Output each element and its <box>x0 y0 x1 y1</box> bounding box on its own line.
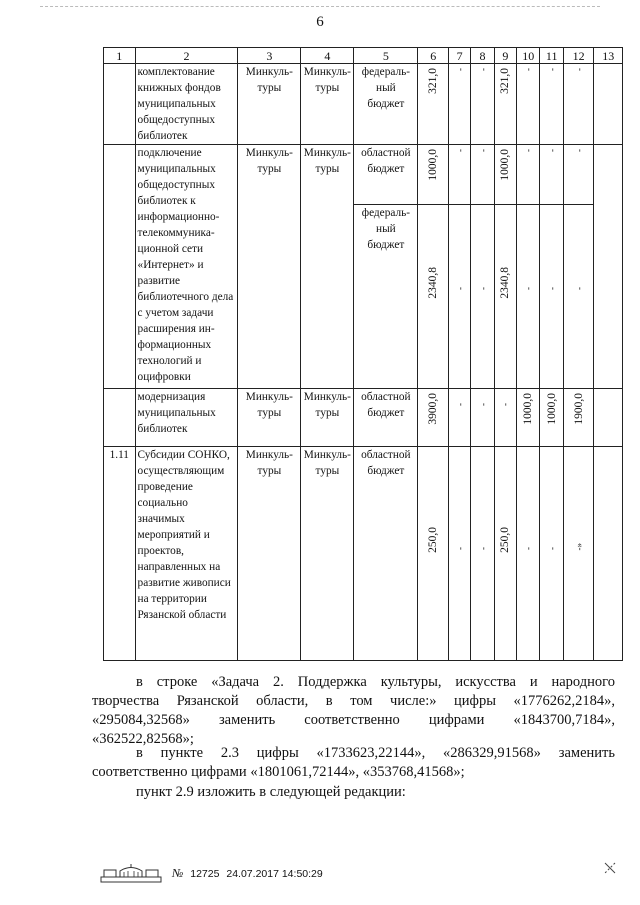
amount-cell <box>471 447 494 661</box>
table-row <box>104 64 623 145</box>
amount-cell <box>494 447 516 661</box>
amount-value: - <box>500 403 511 406</box>
text-line: в строке «Задача 2. Поддержка культуры, искусства и народного <box>136 674 615 690</box>
header-cell: 11 <box>540 48 563 64</box>
header-cell: 2 <box>135 48 238 64</box>
responsible-org: Минкуль-туры <box>238 64 301 145</box>
amount-cell <box>448 389 470 447</box>
amount-cell <box>418 145 449 205</box>
amount-value: - <box>454 149 465 152</box>
responsible-org: Минкуль-туры <box>238 389 301 447</box>
coexecutor-org: Минкуль-туры <box>301 447 354 661</box>
responsible-org: Минкуль-туры <box>238 145 301 389</box>
amount-cell <box>494 205 516 389</box>
amount-cell <box>517 145 540 205</box>
amount-value: - <box>573 287 584 290</box>
amount-value: - <box>523 287 534 290</box>
page-number: 6 <box>316 14 324 30</box>
amount-total: 3900,0 <box>427 393 440 425</box>
amount-cell <box>418 447 449 661</box>
amount-cell <box>418 205 449 389</box>
amount-cell <box>563 205 594 389</box>
amount-value: -» <box>573 543 584 551</box>
header-cell: 8 <box>471 48 494 64</box>
amount-value: - <box>546 547 557 550</box>
amount-value: - <box>454 403 465 406</box>
amount-cell <box>563 389 594 447</box>
coexecutor-org: Минкуль-туры <box>301 145 354 389</box>
amount-cell <box>448 447 470 661</box>
doc-datetime: 24.07.2017 14:50:29 <box>226 867 323 880</box>
amount-value: - <box>477 68 488 71</box>
amount-total: 250,0 <box>427 527 440 553</box>
table-row <box>104 447 623 661</box>
amount-value: - <box>523 68 534 71</box>
amount-cell <box>471 205 494 389</box>
amount-value: - <box>477 403 488 406</box>
amount-cell <box>448 64 470 145</box>
header-cell: 5 <box>354 48 418 64</box>
header-cell: 10 <box>517 48 540 64</box>
text-line: в пункте 2.3 цифры «1733623,22144», «286329,91568» заменить <box>136 745 615 761</box>
amount-value: 321,0 <box>499 68 512 94</box>
amendment-paragraph <box>136 783 615 802</box>
funding-source: областной бюджет <box>354 447 418 661</box>
text-line: «295084,32568» заменить соответственно цифрами «1843700,7184», <box>92 712 615 728</box>
header-cell: 7 <box>448 48 470 64</box>
amount-value: - <box>523 149 534 152</box>
amount-cell <box>540 389 563 447</box>
amount-cell <box>448 145 470 205</box>
amount-cell <box>517 205 540 389</box>
funding-source: областной бюджет <box>354 145 418 205</box>
header-cell: 9 <box>494 48 516 64</box>
amount-cell <box>418 64 449 145</box>
amendment-paragraph <box>136 673 615 692</box>
table-header-row <box>104 48 623 64</box>
coexecutor-org: Минкуль-туры <box>301 389 354 447</box>
amount-value: - <box>523 547 534 550</box>
amount-value: - <box>477 287 488 290</box>
amount-cell <box>494 64 516 145</box>
corner-mark-icon <box>602 860 618 876</box>
amount-total: 321,0 <box>427 68 440 94</box>
row-number-cell <box>104 145 136 389</box>
funding-source: федераль-ный бюджет <box>354 64 418 145</box>
amount-cell <box>517 389 540 447</box>
amount-total: 2340,8 <box>427 267 440 299</box>
header-cell: 12 <box>563 48 594 64</box>
activity-name: комплектование книжных фондов муниципальных общедоступных библиотек <box>135 64 238 145</box>
amendment-paragraph-cont <box>92 692 615 749</box>
amount-value: 250,0 <box>499 527 512 553</box>
registration-stamp <box>172 866 323 881</box>
amount-cell <box>418 389 449 447</box>
activity-name: Субсидии СОНКО, осуществляющим проведение социально значимых мероприятий и проектов, направленных на развитие живописи на территории Рязанской области <box>135 447 238 661</box>
amount-cell <box>540 205 563 389</box>
coexecutor-org: Минкуль-туры <box>301 64 354 145</box>
amount-value: - <box>477 149 488 152</box>
amendment-paragraph-cont <box>92 763 615 782</box>
amount-cell <box>471 64 494 145</box>
amount-value: 1900,0 <box>572 393 585 425</box>
activity-name: модернизация муниципальных библиотек <box>135 389 238 447</box>
header-cell: 3 <box>238 48 301 64</box>
amount-cell <box>517 447 540 661</box>
empty-cell <box>594 145 623 389</box>
amount-cell <box>448 205 470 389</box>
amount-value: 1000,0 <box>499 149 512 181</box>
text-line: соответственно цифрами «1801061,72144», «353768,41568»; <box>92 764 465 780</box>
amount-cell <box>563 447 594 661</box>
program-table <box>103 47 623 661</box>
amount-value: - <box>454 287 465 290</box>
funding-source: областной бюджет <box>354 389 418 447</box>
amount-cell <box>494 389 516 447</box>
row-number-cell: 1.11 <box>104 447 136 661</box>
document-footer <box>100 862 323 884</box>
number-sign: № <box>172 865 184 880</box>
building-logo-icon <box>100 863 162 883</box>
amount-cell <box>517 64 540 145</box>
amount-cell <box>471 145 494 205</box>
row-number-cell <box>104 64 136 145</box>
text-line: «362522,82568»; <box>92 731 194 747</box>
doc-number: 12725 <box>190 867 220 880</box>
amount-value: - <box>546 287 557 290</box>
amount-value: 1000,0 <box>522 393 535 425</box>
amount-cell <box>540 145 563 205</box>
header-cell: 1 <box>104 48 136 64</box>
scan-top-edge <box>40 6 600 7</box>
amount-value: - <box>546 68 557 71</box>
amount-value: - <box>546 149 557 152</box>
empty-cell <box>594 64 623 145</box>
amount-value: - <box>454 68 465 71</box>
amount-cell <box>540 64 563 145</box>
header-cell: 6 <box>418 48 449 64</box>
amount-cell <box>540 447 563 661</box>
amount-cell <box>471 389 494 447</box>
row-number-cell <box>104 389 136 447</box>
table-row <box>104 145 623 205</box>
amount-value: - <box>573 68 584 71</box>
text-line: творчества Рязанской области, в том числе:» цифры «1776262,2184», <box>92 693 615 709</box>
amount-value: - <box>477 547 488 550</box>
amount-value: - <box>454 547 465 550</box>
text-line: пункт 2.9 изложить в следующей редакции: <box>136 784 406 800</box>
header-cell: 4 <box>301 48 354 64</box>
amount-value: 1000,0 <box>545 393 558 425</box>
empty-cell <box>594 389 623 447</box>
funding-source: федераль-ный бюджет <box>354 205 418 389</box>
amount-cell <box>563 145 594 205</box>
amount-cell <box>494 145 516 205</box>
amount-total: 1000,0 <box>427 149 440 181</box>
amount-value: 2340,8 <box>499 267 512 299</box>
responsible-org: Минкуль-туры <box>238 447 301 661</box>
amount-value: - <box>573 149 584 152</box>
activity-name: подключение муниципальных общедоступных библиотек к информационно-телекоммуника-ционной сети «Интернет» и развитие библиотечного дела с учетом задачи расширения ин-формационных технологий и оцифровки <box>135 145 238 389</box>
empty-cell <box>594 447 623 661</box>
amendment-paragraph <box>136 744 615 763</box>
amount-cell <box>563 64 594 145</box>
header-cell: 13 <box>594 48 623 64</box>
table-row <box>104 389 623 447</box>
